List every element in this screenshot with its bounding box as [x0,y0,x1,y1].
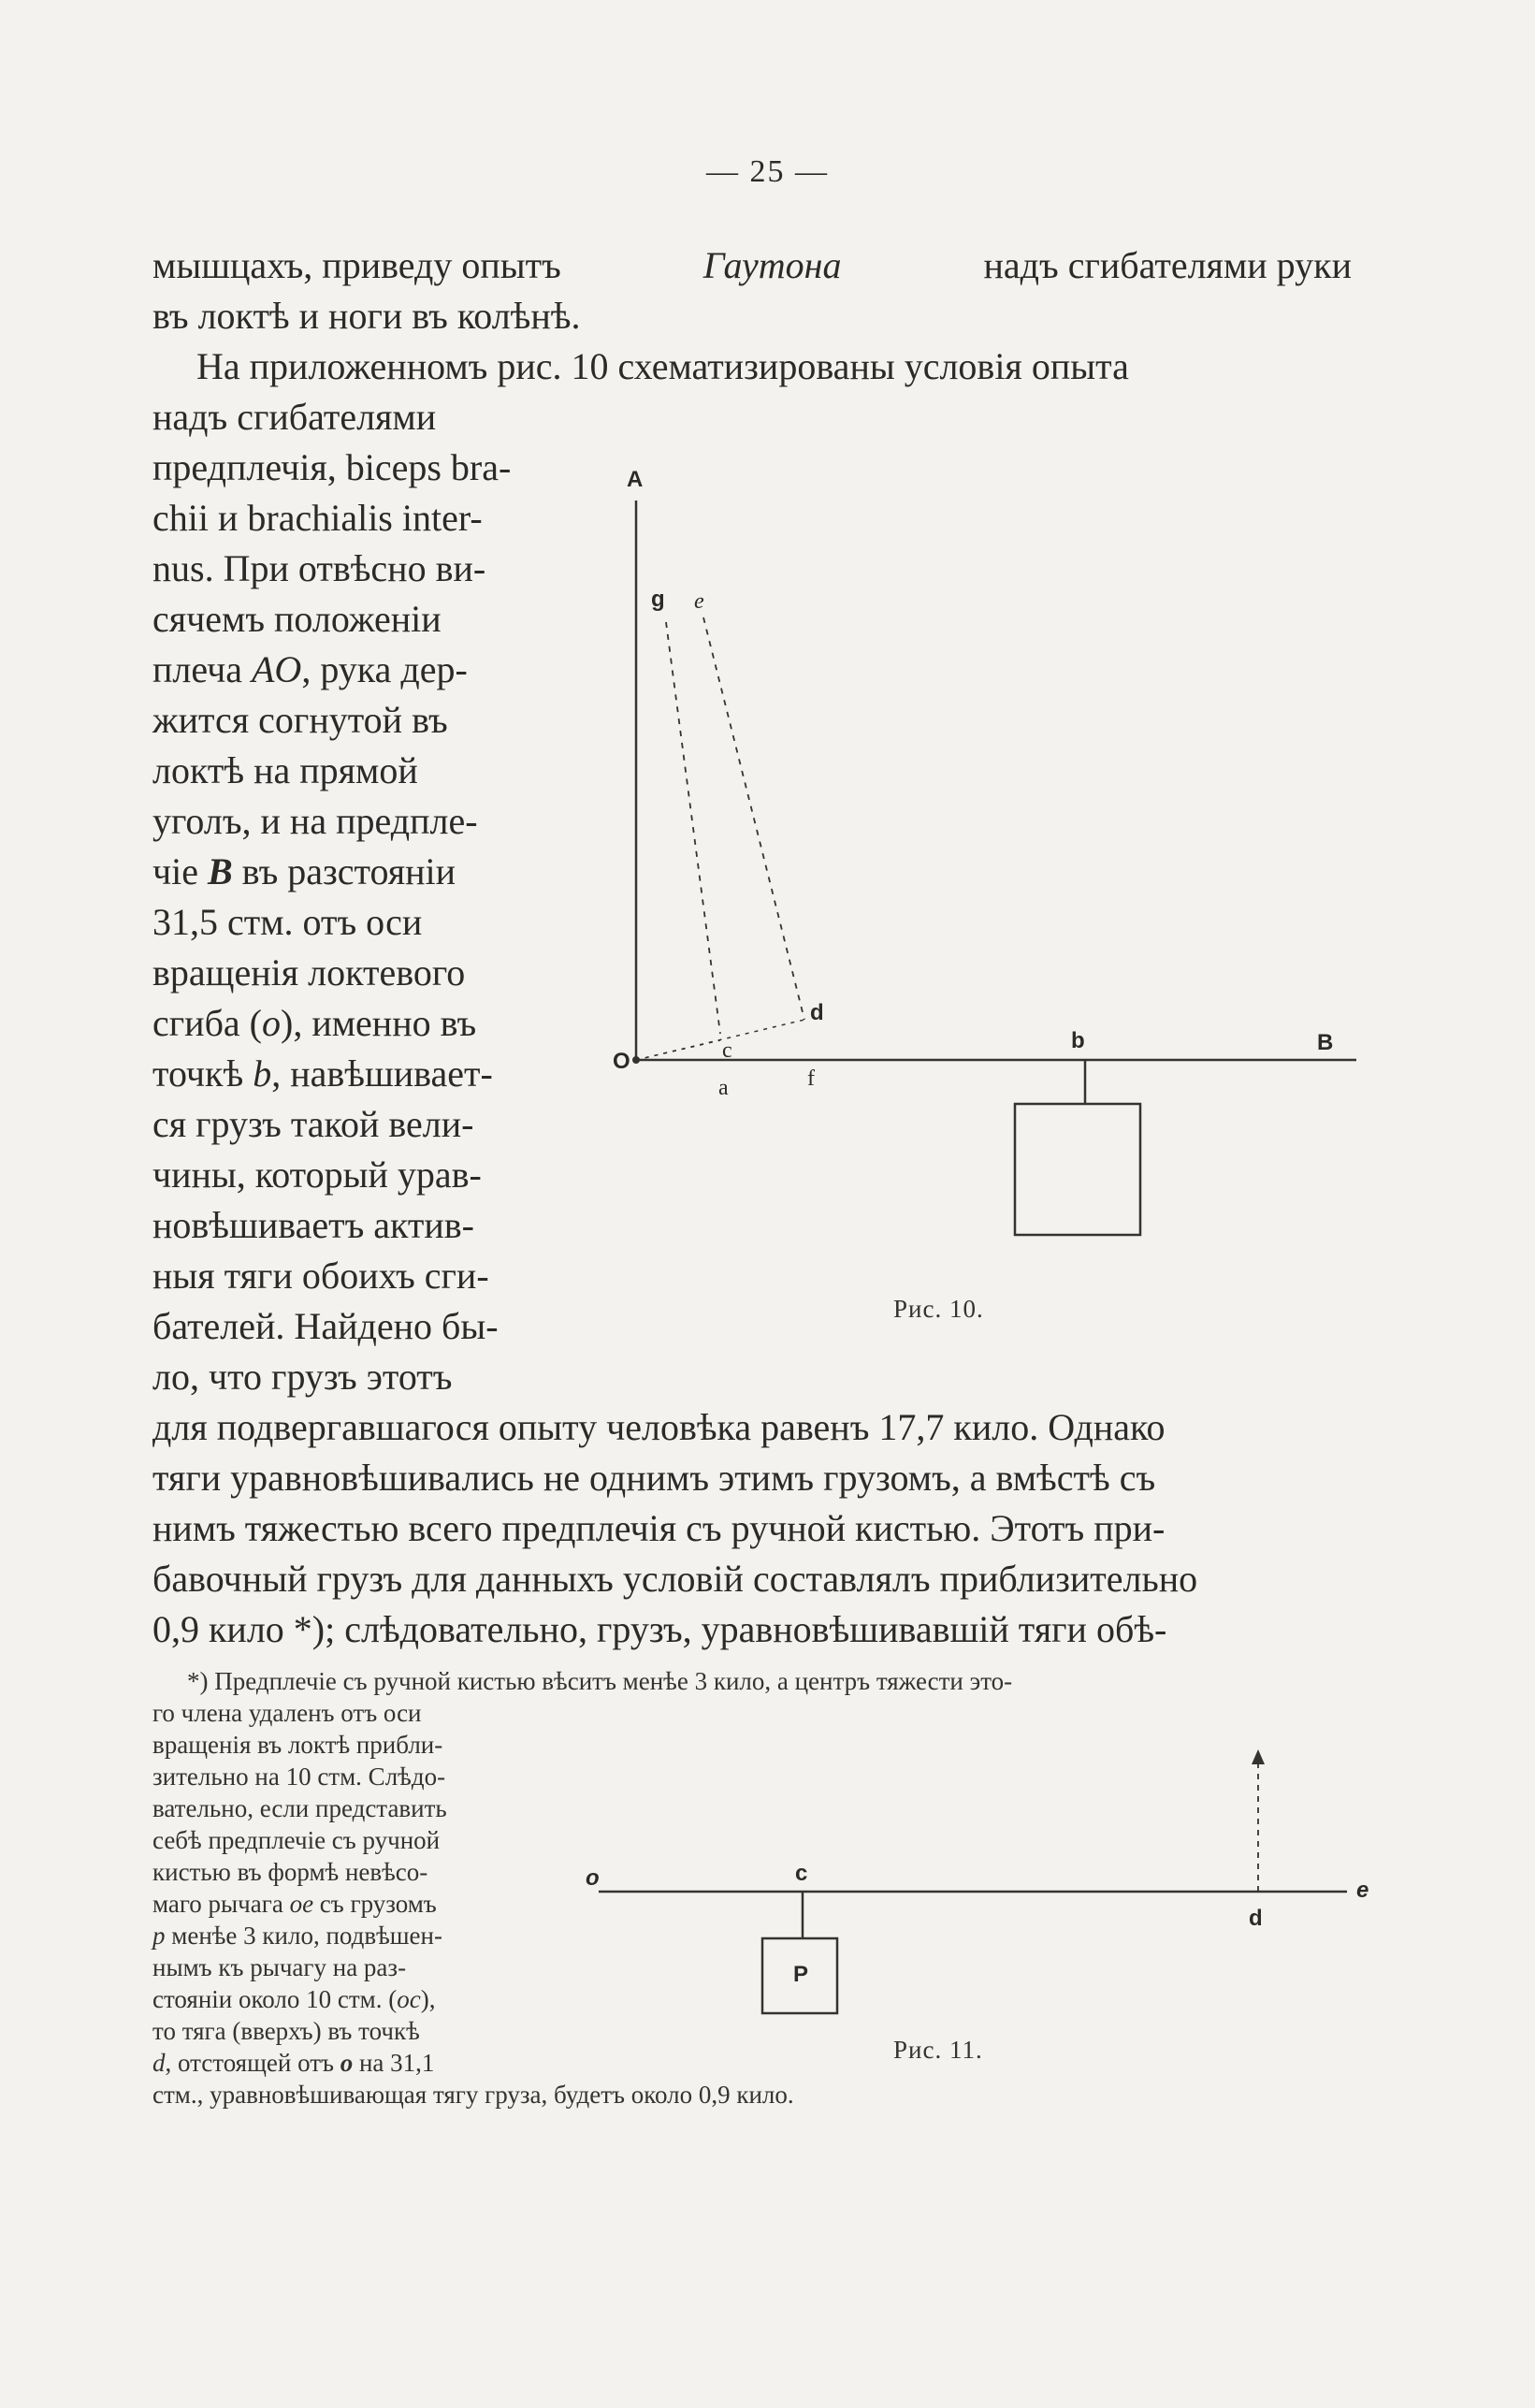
text-line: бавочный грузъ для данныхъ условій составлялъ приблизительно [152,1558,1198,1600]
text-line: чины, который урав- [152,1153,482,1196]
fig10-label-g: g [651,587,665,612]
footnote-line: нымъ къ рычагу на раз- [152,1953,407,1981]
fig11-caption: Рис. 11. [893,2036,983,2064]
figure-10 [633,500,1357,1235]
text-line: ло, что грузъ этотъ [152,1356,453,1398]
text-line: локтѣ на прямой [152,749,418,791]
fig10-label-B: B [1317,1030,1334,1055]
muscle-line-e [703,617,804,1020]
weight-box [1015,1104,1140,1235]
footnote-line: то тяга (вверхъ) въ точкѣ [152,2017,420,2045]
muscle-line-g [666,622,720,1034]
text-line: бателей. Найдено бы- [152,1305,499,1347]
text-line: предплечія, biceps bra- [152,446,512,488]
text-line: новѣшиваетъ актив- [152,1204,475,1246]
text-line: 31,5 стм. отъ оси [152,901,423,943]
lever-arm-c [636,1040,720,1060]
footnote-line: стм., уравновѣшивающая тягу груза, будетъ около 0,9 кило. [152,2081,794,2109]
fig11-label-c: c [795,1861,808,1886]
fig10-label-e: e [694,589,704,614]
text-line: nus. При отвѣсно ви- [152,547,486,589]
text-line: нимъ тяжестью всего предплечія съ ручной кистью. Этотъ при- [152,1507,1166,1549]
figure-11 [599,1749,1347,2013]
text-line: chii и brachialis inter- [152,497,483,539]
footnote-line: стояніи около 10 стм. (oc), [152,1985,436,2013]
footnote-line: *) Предплечіе съ ручной кистью вѣситъ менѣе 3 кило, а центръ тяжести это- [187,1667,1013,1695]
fig10-label-A: A [627,467,644,492]
fig10-label-c: c [722,1038,732,1063]
text-line: вращенія локтевого [152,951,466,994]
fig11-label-o: o [586,1865,600,1891]
lever-arm-d [636,1020,804,1060]
footnote-line: кистью въ формѣ невѣсо- [152,1858,428,1886]
fig10-label-d: d [810,1000,824,1025]
fig10-caption: Рис. 10. [893,1295,984,1323]
text-line: ся грузъ такой вели- [152,1103,474,1145]
page-number: — 25 — [706,154,829,189]
fig10-label-b: b [1071,1028,1085,1053]
footnote-line: зительно на 10 стм. Слѣдо- [152,1762,446,1791]
text-line: ныя тяги обоихъ сги- [152,1255,489,1297]
footnote-line: вращенія въ локтѣ прибли- [152,1731,443,1759]
text-line: 0,9 кило *); слѣдовательно, грузъ, уравновѣшивавшій тяги обѣ- [152,1608,1167,1650]
footnote-line: го члена удаленъ отъ оси [152,1699,422,1727]
footnote-line: маго рычага oe съ грузомъ [152,1890,437,1918]
text-line: тяги уравновѣшивались не однимъ этимъ грузомъ, а вмѣстѣ съ [152,1457,1156,1499]
text-line: мышцахъ, приведу опытъ Гаутона надъ сгибателями руки [152,244,1352,286]
text-line: сячемъ положеніи [152,598,442,640]
footnote-line: d, отстоящей отъ o на 31,1 [152,2049,435,2077]
fig10-label-O: O [613,1049,630,1074]
text-line: сгиба (o), именно въ [152,1002,477,1044]
footnote-line: p менѣе 3 кило, подвѣшен- [152,1922,442,1950]
text-line: точкѣ b, навѣшивает- [152,1052,493,1095]
fig11-label-P: P [793,1962,809,1987]
text-line: жится согнутой въ [152,699,448,741]
text-line: На приложенномъ рис. 10 схематизированы условія опыта [196,345,1129,387]
fig10-label-a: a [718,1076,729,1100]
text-line: въ локтѣ и ноги въ колѣнѣ. [152,295,581,337]
text-line: надъ сгибателями [152,396,437,438]
text-line: уголъ, и на предпле- [152,800,478,842]
text-line: для подвергавшагося опыту человѣка равенъ 17,7 кило. Однако [152,1406,1166,1448]
footnote-line: вательно, если представить [152,1794,447,1822]
text-line: чіе B въ разстояніи [152,850,456,892]
pull-arrow-head [1252,1749,1265,1764]
fig11-label-d: d [1249,1906,1263,1931]
fig11-label-e: e [1356,1878,1369,1903]
footnote-line: себѣ предплечіе съ ручной [152,1826,441,1854]
text-line: плеча AO, рука дер- [152,648,468,690]
fig10-label-f: f [807,1066,815,1091]
